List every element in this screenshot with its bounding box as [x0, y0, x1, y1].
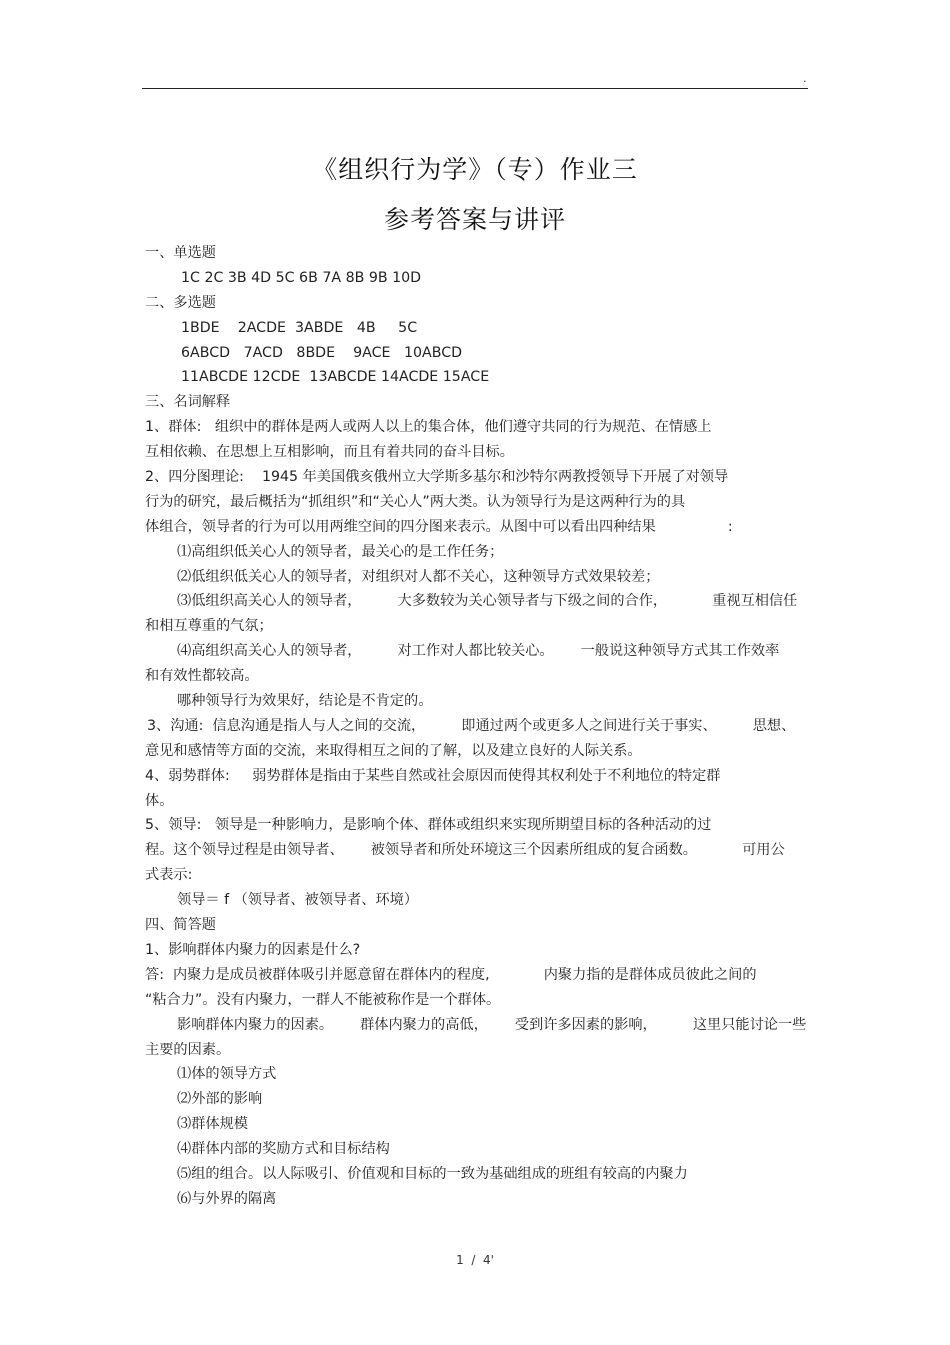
paragraph-line: 3、沟通: 信息沟通是指人与人之间的交流， 即通过两个或更多人之间进行关于事实、 思想、 [147, 717, 796, 734]
paragraph-line: 式表示: [145, 867, 193, 884]
paragraph-line: 意见和感情等方面的交流，来取得相互之间的了解，以及建立良好的人际关系。 [145, 742, 642, 759]
paragraph-line: 互相依赖、在思想上互相影响，而且有着共同的奋斗目标。 [145, 444, 514, 461]
document-body [145, 241, 807, 1212]
list-item: ⑶低组织高关心人的领导者， 大多数较为关心领导者与下级之间的合作， 重视互相信任 [177, 593, 798, 610]
document-subtitle: 参考答案与讲评 [383, 205, 566, 234]
section-heading: 一、单选题 [145, 245, 216, 261]
paragraph-line: 2、四分图理论: 1945 年美国俄亥俄州立大学斯多基尔和沙特尔两教授领导下开展了对领导 [145, 469, 729, 486]
paragraph-line: 和相互尊重的气氛； [145, 618, 273, 635]
paragraph-line: 5、领导: 领导是一种影响力，是影响个体、群体或组织来实现所期望目标的各种活动的过 [145, 817, 712, 834]
paragraph-line: 和有效性都较高。 [145, 668, 259, 685]
formula-line: 领导＝ f （领导者、被领导者、环境） [177, 892, 419, 909]
section-heading: 四、简答题 [145, 917, 216, 934]
list-item: ⑵外部的影响 [177, 1091, 263, 1108]
header-rule [142, 88, 808, 89]
answer-line: 6ABCD 7ACD 8BDE 9ACE 10ABCD [181, 344, 463, 361]
paragraph-line: 行为的研究，最后概括为“抓组织”和“关心人”两大类。认为领导行为是这两种行为的具 [145, 493, 686, 510]
paragraph-line: “粘合力”。没有内聚力，一群人不能被称作是一个群体。 [145, 991, 501, 1008]
list-item: ⑷高组织高关心人的领导者， 对工作对人都比较关心。 一般说这种领导方式其工作效率 [177, 643, 780, 660]
answer-line: 11ABCDE 12CDE 13ABCDE 14ACDE 15ACE [181, 369, 490, 386]
page-number: 1 / 4' [456, 1253, 494, 1267]
paragraph-line: 4、弱势群体: 弱势群体是指由于某些自然或社会原因而使得其权利处于不利地位的特定群 [145, 767, 721, 784]
paragraph-line: 体。 [145, 792, 174, 809]
list-item: ⑵低组织低关心人的领导者，对组织对人都不关心，这种领导方式效果较差； [177, 568, 660, 585]
question-line: 1、影响群体内聚力的因素是什么? [145, 941, 361, 958]
list-item: ⑸组的组合。以人际吸引、价值观和目标的一致为基础组成的班组有较高的内聚力 [177, 1165, 688, 1182]
list-item: ⑴高组织低关心人的领导者，最关心的是工作任务； [177, 543, 504, 560]
list-item: ⑷群体内部的奖励方式和目标结构 [177, 1141, 390, 1158]
list-item: ⑹与外界的隔离 [177, 1190, 277, 1207]
header-mark: . [803, 72, 807, 85]
paragraph-line: 哪种领导行为效果好，结论是不肯定的。 [177, 693, 433, 710]
paragraph-line: 答: 内聚力是成员被群体吸引并愿意留在群体内的程度, 内聚力指的是群体成员彼此之间的 [145, 966, 757, 983]
paragraph-line: 影响群体内聚力的因素。 群体内聚力的高低， 受到许多因素的影响， 这里只能讨论一些 [177, 1016, 807, 1033]
answer-line: 1BDE 2ACDE 3ABDE 4B 5C [181, 319, 418, 336]
section-heading: 三、名词解释 [145, 394, 231, 411]
paragraph-line: 程。这个领导过程是由领导者、 被领导者和所处环境这三个因素所组成的复合函数。 可用公 [145, 842, 785, 859]
paragraph-line: 主要的因素。 [145, 1041, 231, 1058]
paragraph-line: 1、群体: 组织中的群体是两人或两人以上的集合体，他们遵守共同的行为规范、在情感上 [145, 419, 712, 436]
list-item: ⑴体的领导方式 [177, 1066, 277, 1083]
answer-line: 1C 2C 3B 4D 5C 6B 7A 8B 9B 10D [181, 269, 422, 286]
document-title: 《组织行为学》（专）作业三 [312, 155, 638, 184]
list-item: ⑶群体规模 [177, 1116, 248, 1133]
paragraph-line: 体组合，领导者的行为可以用两维空间的四分图来表示。从图中可以看出四种结果 : [145, 518, 733, 535]
section-heading: 二、多选题 [145, 294, 216, 311]
